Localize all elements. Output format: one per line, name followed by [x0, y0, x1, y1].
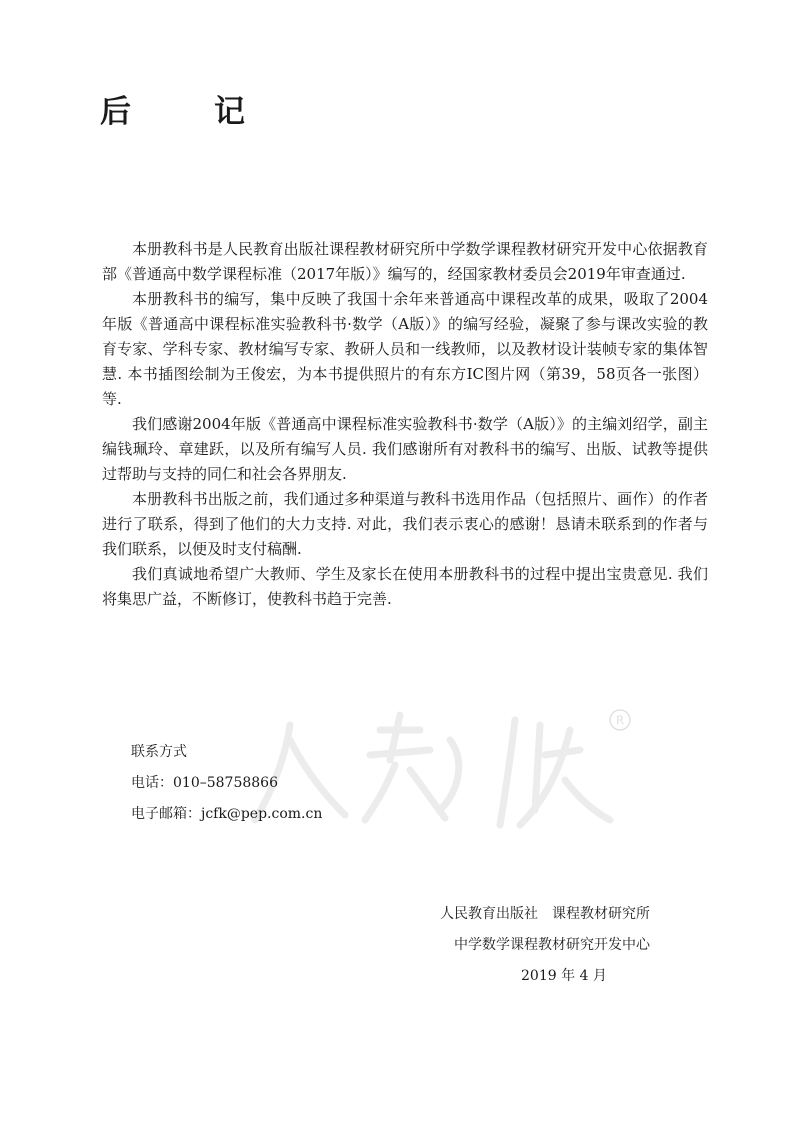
contact-phone: 电话：010–58758866 [131, 775, 278, 791]
paragraph: 本册教科书出版之前，我们通过多种渠道与教科书选用作品（包括照片、画作）的作者进行了联系，得到了他们的大力支持. 对此，我们表示衷心的感谢！恳请未联系到的作者与我们联系，以便及时支付稿酬. [102, 490, 708, 558]
paragraph: 我们感谢2004年版《普通高中课程标准实验教科书·数学（A版）》的主编刘绍学，副主编钱珮玲、章建跃，以及所有编写人员. 我们感谢所有对教科书的编写、出版、试教等提供过帮助与支持的同仁和社会各界朋友. [102, 415, 708, 483]
contact-info [131, 737, 451, 830]
signoff-center: 中学数学课程教材研究开发中心 [454, 937, 650, 953]
paragraph: 我们真诚地希望广大教师、学生及家长在使用本册教科书的过程中提出宝贵意见. 我们将集思广益，不断修订，使教科书趋于完善. [102, 565, 708, 608]
svg-text:R: R [615, 713, 625, 728]
paragraph: 本册教科书是人民教育出版社课程教材研究所中学数学课程教材研究开发中心依据教育部《普通高中数学课程标准（2017年版）》编写的，经国家教材委员会2019年审查通过. [102, 240, 708, 283]
contact-heading: 联系方式 [131, 744, 187, 760]
postscript-body [102, 237, 708, 612]
page-title: 后 记 [100, 94, 271, 130]
signoff-publisher: 人民教育出版社 课程教材研究所 [440, 906, 650, 922]
paragraph: 本册教科书的编写，集中反映了我国十余年来普通高中课程改革的成果，吸取了2004年版《普通高中课程标准实验教科书·数学（A版）》的编写经验，凝聚了参与课改实验的教育专家、学科专家、教材编写专家、教研人员和一线教师，以及教材设计装帧专家的集体智慧. 本书插图绘制为王俊宏，为本书提供照片的有东方IC图片网（第39，58页各一张图）等. [102, 290, 708, 408]
signoff-date: 2019 年 4 月 [521, 968, 607, 984]
contact-email: 电子邮箱：jcfk@pep.com.cn [131, 806, 323, 822]
signoff-block [440, 899, 730, 992]
